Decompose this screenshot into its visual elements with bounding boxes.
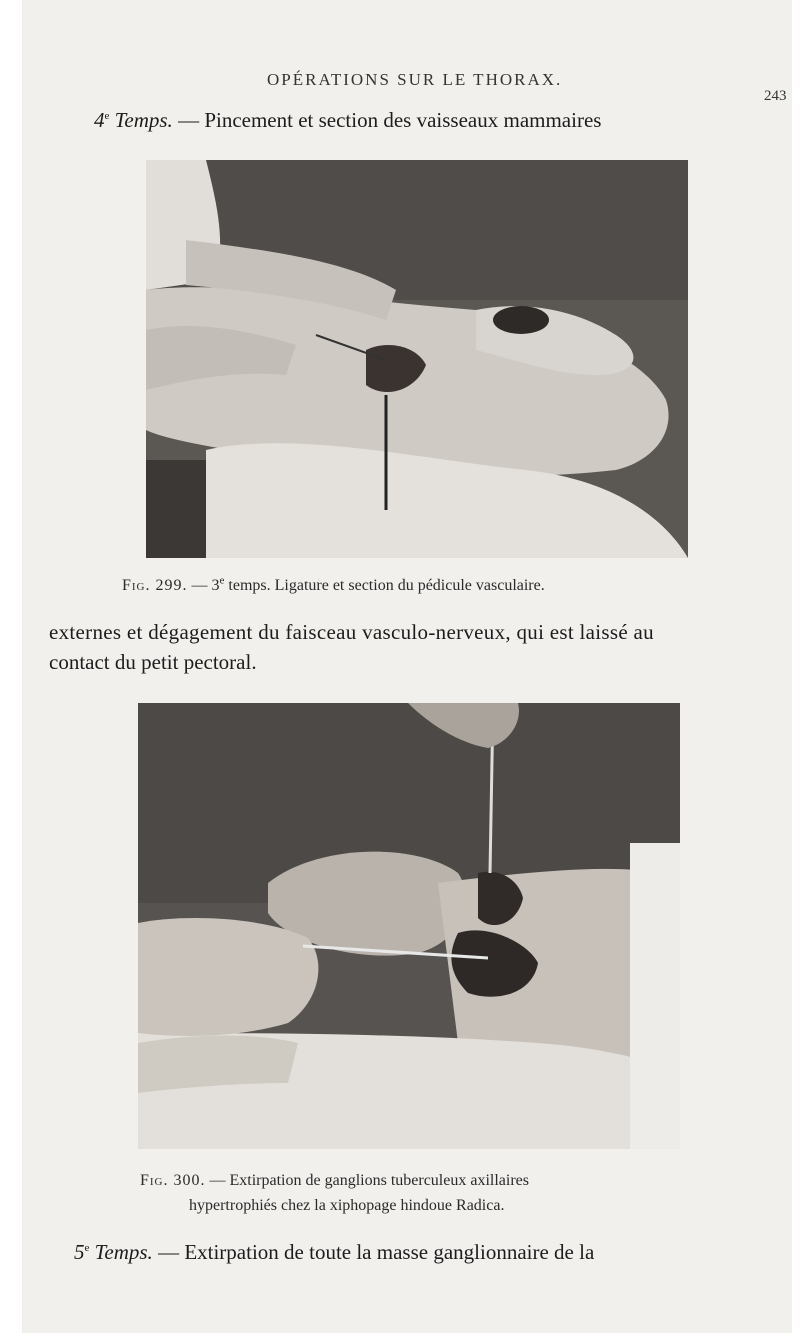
figure-299-dash: — — [191, 577, 208, 594]
running-title: OPÉRATIONS SUR LE THORAX. — [267, 70, 563, 89]
figure-300-caption-line-2: hypertrophiés chez la xiphopage hindoue Radica. — [189, 1197, 505, 1214]
step4-ordinal: 4 — [94, 108, 105, 132]
figure-299-ordinal-suffix: e — [219, 574, 225, 587]
figure-299-photograph — [146, 160, 688, 558]
figure-299-ordinal: 3 — [211, 577, 220, 594]
figure-299-caption-text: temps. Ligature et section du pédicule vasculaire. — [228, 577, 545, 594]
figure-300-caption-text-1: — Extirpation de ganglions tuberculeux axillaires — [209, 1172, 529, 1189]
step4-ordinal-suffix: e — [104, 110, 110, 122]
step5-ordinal-suffix: e — [84, 1242, 90, 1254]
step4-text: — Pincement et section des vaisseaux mammaires — [178, 108, 602, 132]
paragraph-line-2: contact du petit pectoral. — [49, 650, 257, 674]
step5-text: — Extirpation de toute la masse ganglionnaire de la — [158, 1240, 595, 1264]
step4-label: Temps. — [114, 108, 173, 132]
figure-300-caption-line-1 — [140, 1172, 529, 1190]
step5-ordinal: 5 — [74, 1240, 85, 1264]
step4-heading — [94, 108, 601, 133]
figure-300-photograph — [138, 703, 680, 1149]
figure-300-image — [138, 703, 680, 1149]
step5-heading — [74, 1240, 594, 1265]
figure-299-image — [146, 160, 688, 558]
book-page — [22, 0, 792, 1333]
paragraph-line-1: externes et dégagement du faisceau vasculo-nerveux, qui est laissé au — [49, 620, 654, 644]
page-number: 243 — [764, 88, 787, 104]
figure-299-label: Fig. 299. — [122, 577, 188, 594]
figure-300-label: Fig. 300. — [140, 1172, 206, 1189]
step5-label: Temps. — [94, 1240, 153, 1264]
figure-299-caption — [122, 574, 545, 595]
